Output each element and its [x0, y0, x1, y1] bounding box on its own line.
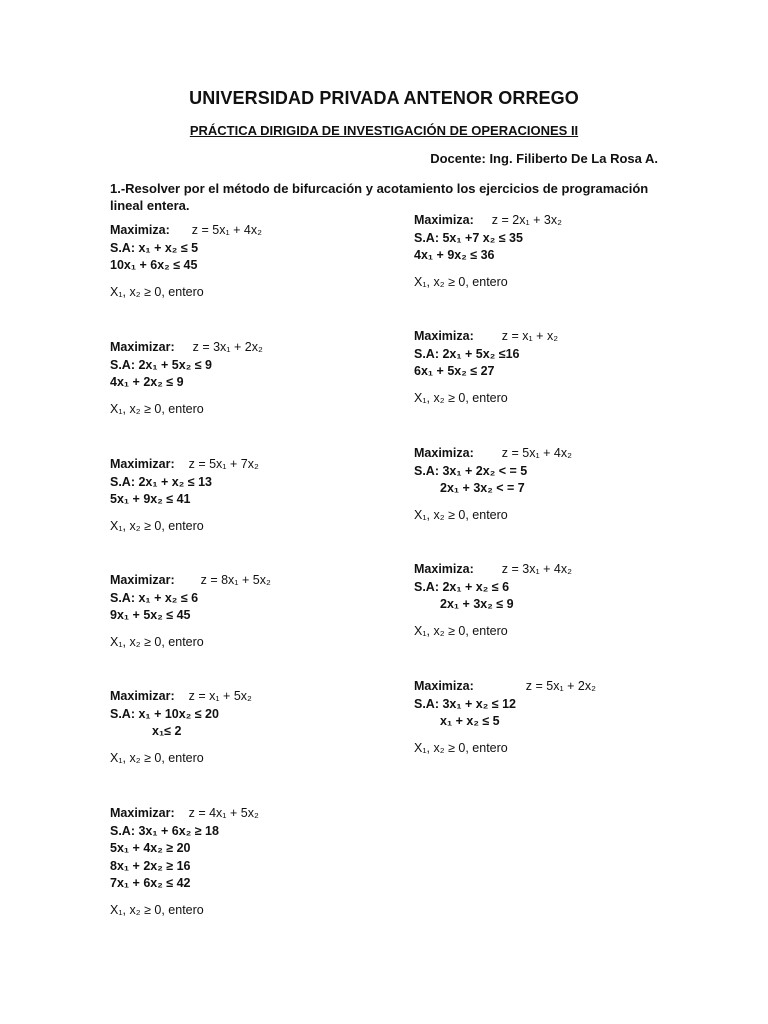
constraint-2: 4x₁ + 2x₂ ≤ 9 — [110, 375, 184, 389]
university-title: UNIVERSIDAD PRIVADA ANTENOR ORREGO — [189, 88, 579, 108]
problem-left-3 — [110, 456, 259, 535]
objective-function: z = 8x₁ + 5x₂ — [200, 573, 271, 587]
objective-function: z = 2x₁ + 3x₂ — [491, 213, 562, 227]
objective-function: z = x₁ + x₂ — [501, 329, 559, 343]
constraint-4: 7x₁ + 6x₂ ≤ 42 — [110, 876, 191, 890]
objective-keyword: Maximizar: — [110, 573, 175, 587]
nonnegativity: X₁, x₂ ≥ 0, entero — [414, 274, 508, 289]
objective-keyword: Maximizar: — [110, 340, 175, 354]
problem-left-5 — [110, 688, 252, 767]
nonnegativity: X₁, x₂ ≥ 0, entero — [110, 750, 204, 765]
constraint-2: x₁≤ 2 — [152, 724, 182, 738]
constraint-1: S.A: x₁ + x₂ ≤ 5 — [110, 240, 199, 255]
objective-keyword: Maximizar: — [110, 806, 175, 820]
nonnegativity: X₁, x₂ ≥ 0, entero — [110, 518, 204, 533]
problem-right-1 — [414, 212, 562, 291]
constraint-1: S.A: 2x₁ + 5x₂ ≤ 9 — [110, 357, 213, 372]
objective-function: z = 5x₁ + 7x₂ — [188, 457, 259, 471]
constraint-1: S.A: 2x₁ + x₂ ≤ 13 — [110, 474, 213, 489]
nonnegativity: X₁, x₂ ≥ 0, entero — [414, 390, 508, 405]
problem-left-2 — [110, 339, 263, 418]
nonnegativity: X₁, x₂ ≥ 0, entero — [110, 284, 204, 299]
nonnegativity: X₁, x₂ ≥ 0, entero — [110, 634, 204, 649]
nonnegativity: X₁, x₂ ≥ 0, entero — [110, 902, 204, 917]
objective-function: z = 5x₁ + 2x₂ — [525, 679, 596, 693]
objective-keyword: Maximizar: — [110, 457, 175, 471]
nonnegativity: X₁, x₂ ≥ 0, entero — [414, 507, 508, 522]
problem-right-5 — [414, 678, 596, 757]
objective-keyword: Maximizar: — [110, 689, 175, 703]
constraint-1: S.A: 5x₁ +7 x₂ ≤ 35 — [414, 230, 523, 245]
nonnegativity: X₁, x₂ ≥ 0, entero — [414, 623, 508, 638]
problem-right-3 — [414, 445, 572, 524]
objective-keyword: Maximiza: — [414, 446, 474, 460]
constraint-2: 10x₁ + 6x₂ ≤ 45 — [110, 258, 198, 272]
constraint-1: S.A: 3x₁ + 6x₂ ≥ 18 — [110, 823, 219, 838]
objective-keyword: Maximiza: — [414, 562, 474, 576]
constraint-1: S.A: x₁ + x₂ ≤ 6 — [110, 590, 199, 605]
constraint-1: S.A: 2x₁ + 5x₂ ≤16 — [414, 346, 520, 361]
objective-function: z = 5x₁ + 4x₂ — [191, 223, 262, 237]
practice-title: PRÁCTICA DIRIGIDA DE INVESTIGACIÓN DE OPERACIONES II — [189, 123, 579, 138]
problem-left-6 — [110, 805, 259, 919]
teacher-line: Docente: Ing. Filiberto De La Rosa A. — [430, 151, 658, 166]
constraint-2: 2x₁ + 3x₂ ≤ 9 — [440, 597, 514, 611]
nonnegativity: X₁, x₂ ≥ 0, entero — [414, 740, 508, 755]
objective-function: z = 4x₁ + 5x₂ — [188, 806, 259, 820]
constraint-2: 6x₁ + 5x₂ ≤ 27 — [414, 364, 495, 378]
objective-function: z = 5x₁ + 4x₂ — [501, 446, 572, 460]
objective-keyword: Maximiza: — [414, 679, 474, 693]
constraint-3: 8x₁ + 2x₂ ≥ 16 — [110, 858, 191, 873]
objective-function: z = 3x₁ + 2x₂ — [192, 340, 263, 354]
constraint-1: S.A: 3x₁ + x₂ ≤ 12 — [414, 696, 517, 711]
problem-left-1 — [110, 222, 262, 301]
constraint-2: x₁ + x₂ ≤ 5 — [440, 714, 500, 728]
problem-right-4 — [414, 561, 572, 640]
objective-keyword: Maximiza: — [414, 329, 474, 343]
problem-left-4 — [110, 572, 271, 651]
constraint-1: S.A: x₁ + 10x₂ ≤ 20 — [110, 706, 219, 721]
constraint-2: 5x₁ + 4x₂ ≥ 20 — [110, 841, 191, 855]
constraint-1: S.A: 3x₁ + 2x₂ < = 5 — [414, 463, 528, 478]
objective-keyword: Maximiza: — [414, 213, 474, 227]
objective-function: z = 3x₁ + 4x₂ — [501, 562, 572, 576]
constraint-2: 2x₁ + 3x₂ < = 7 — [440, 481, 525, 495]
constraint-1: S.A: 2x₁ + x₂ ≤ 6 — [414, 579, 510, 594]
constraint-2: 9x₁ + 5x₂ ≤ 45 — [110, 608, 191, 622]
constraint-2: 4x₁ + 9x₂ ≤ 36 — [414, 248, 495, 262]
instructions: 1.-Resolver por el método de bifurcación y acotamiento los ejercicios de programación lineal entera. — [110, 181, 649, 213]
problem-right-2 — [414, 328, 558, 407]
nonnegativity: X₁, x₂ ≥ 0, entero — [110, 401, 204, 416]
objective-keyword: Maximiza: — [110, 223, 170, 237]
objective-function: z = x₁ + 5x₂ — [188, 689, 252, 703]
constraint-2: 5x₁ + 9x₂ ≤ 41 — [110, 492, 191, 506]
